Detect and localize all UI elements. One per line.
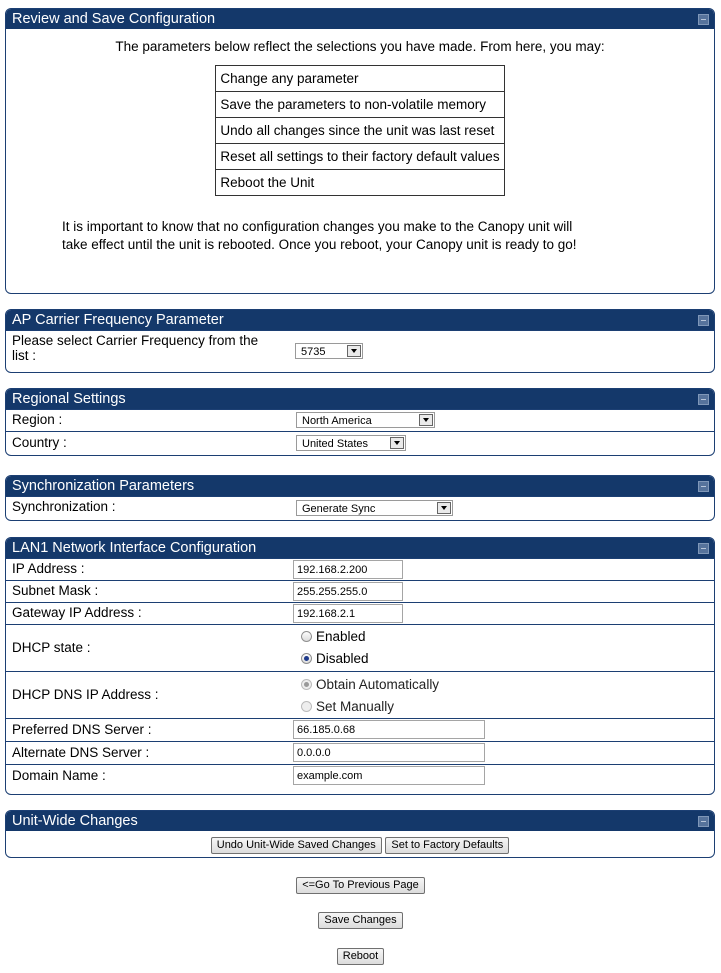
radio-label: Obtain Automatically <box>316 676 440 692</box>
chevron-down-icon[interactable] <box>390 437 404 449</box>
domain-name-label: Domain Name : <box>12 768 106 783</box>
radio-label: Disabled <box>316 650 369 666</box>
ip-row <box>6 558 714 580</box>
carrier-frequency-select[interactable] <box>295 343 363 359</box>
save-changes-wrap <box>0 911 721 929</box>
preferred-dns-input[interactable]: 66.185.0.68 <box>293 720 485 739</box>
note-line: take effect until the unit is rebooted. Once you reboot, your Canopy unit is ready to go! <box>62 237 577 252</box>
radio-label: Set Manually <box>316 698 395 714</box>
panel-header <box>6 811 714 831</box>
save-changes-button[interactable]: Save Changes <box>318 912 402 929</box>
dns-auto-option[interactable] <box>301 673 439 695</box>
panel-header <box>6 538 714 558</box>
panel-header <box>6 389 714 409</box>
previous-page-button[interactable]: <=Go To Previous Page <box>296 877 425 894</box>
region-row <box>6 409 714 431</box>
dhcp-disabled-option[interactable] <box>301 647 369 669</box>
reboot-button[interactable]: Reboot <box>337 948 384 965</box>
dhcp-disabled-radio[interactable] <box>301 653 312 664</box>
unit-wide-buttons <box>6 831 714 854</box>
preferred-dns-row <box>6 718 714 741</box>
label-line: list : <box>12 348 37 363</box>
reboot-note <box>62 218 714 254</box>
note-line: It is important to know that no configuration changes you make to the Canopy unit will <box>62 219 573 234</box>
undo-unit-wide-button[interactable]: Undo Unit-Wide Saved Changes <box>211 837 382 854</box>
domain-name-row <box>6 764 714 787</box>
dhcp-dns-row <box>6 671 714 718</box>
region-label: Region : <box>12 412 63 427</box>
panel-title: Review and Save Configuration <box>12 11 216 27</box>
dhcp-state-row <box>6 624 714 671</box>
carrier-select-wrap <box>295 343 363 359</box>
option-item: Undo all changes since the unit was last reset <box>216 118 504 144</box>
mask-row <box>6 580 714 602</box>
unit-wide-changes-panel <box>5 810 715 858</box>
collapse-icon[interactable] <box>698 543 709 554</box>
preferred-dns-label: Preferred DNS Server : <box>12 722 152 737</box>
collapse-icon[interactable] <box>698 394 709 405</box>
intro-text: The parameters below reflect the selections you have made. From here, you may: <box>115 39 605 54</box>
collapse-icon[interactable] <box>698 14 709 25</box>
synchronization-panel <box>5 475 715 521</box>
options-table <box>215 65 504 196</box>
panel-title: Unit-Wide Changes <box>12 813 138 829</box>
option-item: Save the parameters to non-volatile memory <box>216 92 504 118</box>
ip-address-input[interactable]: 192.168.2.200 <box>293 560 403 579</box>
carrier-label <box>12 333 258 363</box>
regional-settings-panel <box>5 388 715 456</box>
select-value: 5735 <box>301 346 326 358</box>
gateway-label: Gateway IP Address : <box>12 605 142 620</box>
subnet-mask-input[interactable]: 255.255.255.0 <box>293 582 403 601</box>
ip-label: IP Address : <box>12 561 85 576</box>
dhcp-state-radios <box>301 625 369 669</box>
panel-title: Synchronization Parameters <box>12 478 195 494</box>
collapse-icon[interactable] <box>698 816 709 827</box>
alternate-dns-row <box>6 741 714 764</box>
dhcp-dns-label: DHCP DNS IP Address : <box>12 687 159 702</box>
sync-label: Synchronization : <box>12 499 116 514</box>
sync-select-wrap <box>296 500 453 516</box>
country-row <box>6 431 714 455</box>
chevron-down-icon[interactable] <box>419 414 433 426</box>
alternate-dns-label: Alternate DNS Server : <box>12 745 150 760</box>
sync-row <box>6 496 714 519</box>
dns-auto-radio[interactable] <box>301 679 312 690</box>
panel-title: LAN1 Network Interface Configuration <box>12 540 257 556</box>
lan1-config-panel <box>5 537 715 795</box>
chevron-down-icon[interactable] <box>437 502 451 514</box>
alternate-dns-input[interactable]: 0.0.0.0 <box>293 743 485 762</box>
select-value: United States <box>302 438 369 450</box>
gateway-ip-input[interactable]: 192.168.2.1 <box>293 604 403 623</box>
dhcp-state-label: DHCP state : <box>12 640 91 655</box>
option-item: Reset all settings to their factory default values <box>216 144 504 170</box>
chevron-down-icon[interactable] <box>347 345 361 357</box>
panel-header <box>6 310 714 330</box>
mask-label: Subnet Mask : <box>12 583 99 598</box>
reboot-wrap <box>0 947 721 965</box>
panel-header <box>6 476 714 496</box>
carrier-frequency-panel <box>5 309 715 373</box>
synchronization-select[interactable] <box>296 500 453 516</box>
dns-manual-option[interactable] <box>301 695 439 717</box>
dhcp-dns-radios <box>301 673 439 717</box>
option-item: Reboot the Unit <box>216 170 504 196</box>
panel-title: Regional Settings <box>12 391 126 407</box>
panel-header <box>6 9 714 29</box>
select-value: North America <box>302 415 372 427</box>
country-select[interactable] <box>296 435 406 451</box>
review-save-panel <box>5 8 715 294</box>
dns-manual-radio[interactable] <box>301 701 312 712</box>
region-select-wrap <box>296 412 435 428</box>
dhcp-enabled-radio[interactable] <box>301 631 312 642</box>
country-select-wrap <box>296 435 406 451</box>
carrier-row <box>6 330 714 371</box>
radio-label: Enabled <box>316 628 366 644</box>
option-item: Change any parameter <box>216 66 504 92</box>
previous-page-wrap <box>0 876 721 894</box>
factory-defaults-button[interactable]: Set to Factory Defaults <box>385 837 509 854</box>
select-value: Generate Sync <box>302 503 376 515</box>
collapse-icon[interactable] <box>698 315 709 326</box>
region-select[interactable] <box>296 412 435 428</box>
label-line: Please select Carrier Frequency from the <box>12 333 259 348</box>
dhcp-enabled-option[interactable] <box>301 625 369 647</box>
panel-title: AP Carrier Frequency Parameter <box>12 312 224 328</box>
domain-name-input[interactable]: example.com <box>293 766 485 785</box>
collapse-icon[interactable] <box>698 481 709 492</box>
gateway-row <box>6 602 714 624</box>
country-label: Country : <box>12 435 67 450</box>
